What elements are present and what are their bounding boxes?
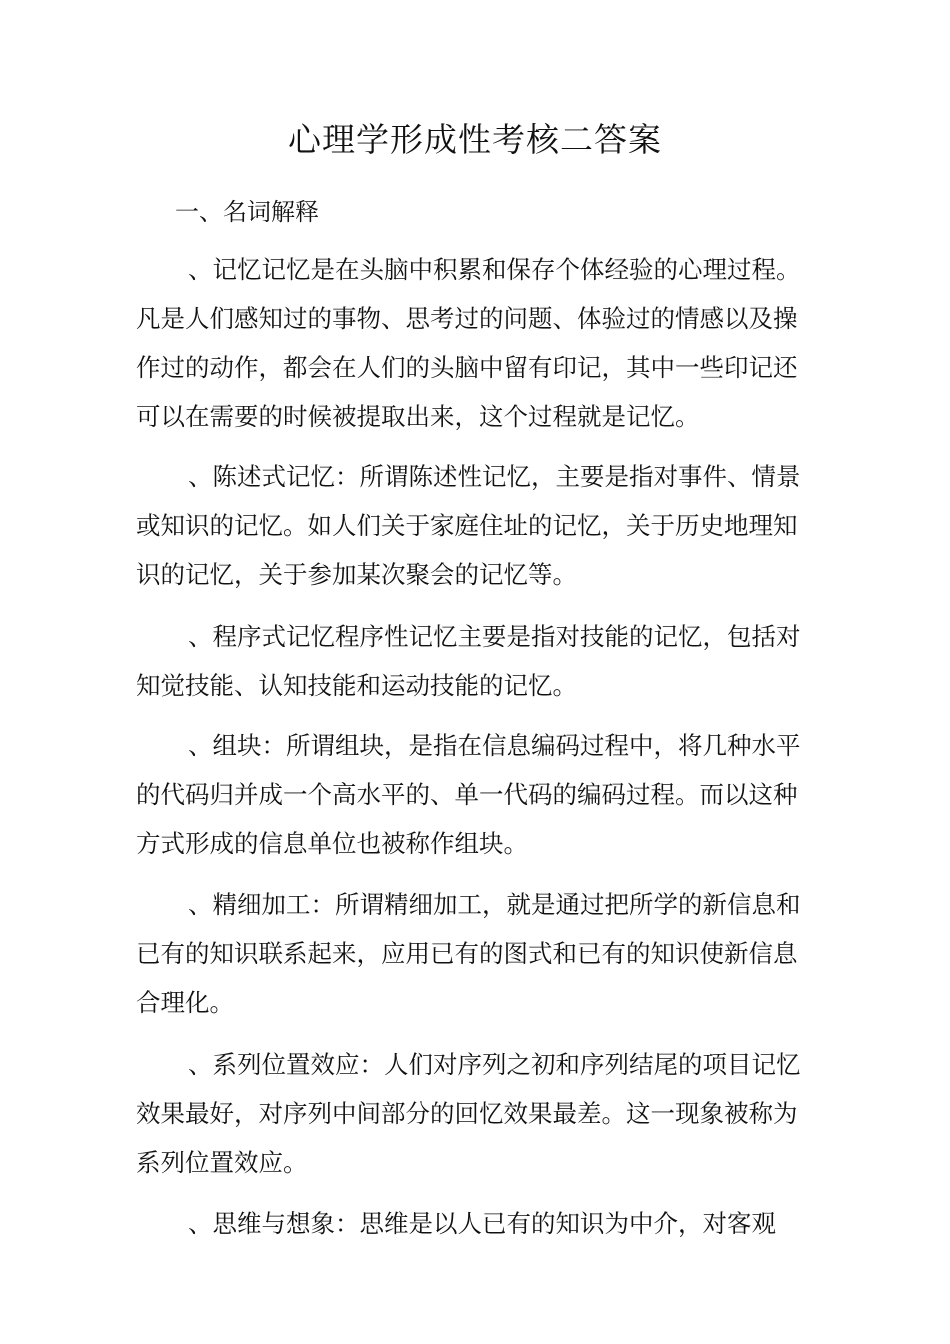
- paragraph-serial-position-effect: 、系列位置效应：人们对序列之初和序列结尾的项目记忆效果最好，对序列中间部分的回忆效果最差。这一现象被称为系列位置效应。: [136, 1050, 801, 1177]
- paragraph-chunking: 、组块：所谓组块，是指在信息编码过程中，将几种水平的代码归并成一个高水平的、单一代码的编码过程。而以这种方式形成的信息单位也被称作组块。: [136, 731, 801, 858]
- paragraph-thinking-imagination: 、思维与想象：思维是以人已有的知识为中介，对客观: [188, 1209, 776, 1238]
- paragraph-elaboration: 、精细加工：所谓精细加工，就是通过把所学的新信息和已有的知识联系起来，应用已有的图式和已有的知识使新信息合理化。: [136, 890, 801, 1017]
- section-heading: 一、名词解释: [175, 198, 319, 226]
- paragraph-procedural-memory: 、程序式记忆程序性记忆主要是指对技能的记忆，包括对知觉技能、认知技能和运动技能的记忆。: [136, 622, 801, 700]
- document-title: 心理学形成性考核二答案: [288, 120, 662, 159]
- paragraph-declarative-memory: 、陈述式记忆：所谓陈述性记忆，主要是指对事件、情景或知识的记忆。如人们关于家庭住址的记忆，关于历史地理知识的记忆，关于参加某次聚会的记忆等。: [136, 462, 801, 589]
- paragraph-memory: 、记忆记忆是在头脑中积累和保存个体经验的心理过程。凡是人们感知过的事物、思考过的问题、体验过的情感以及操作过的动作，都会在人们的头脑中留有印记，其中一些印记还可以在需要的时候被提取出来，这个过程就是记忆。: [136, 255, 801, 431]
